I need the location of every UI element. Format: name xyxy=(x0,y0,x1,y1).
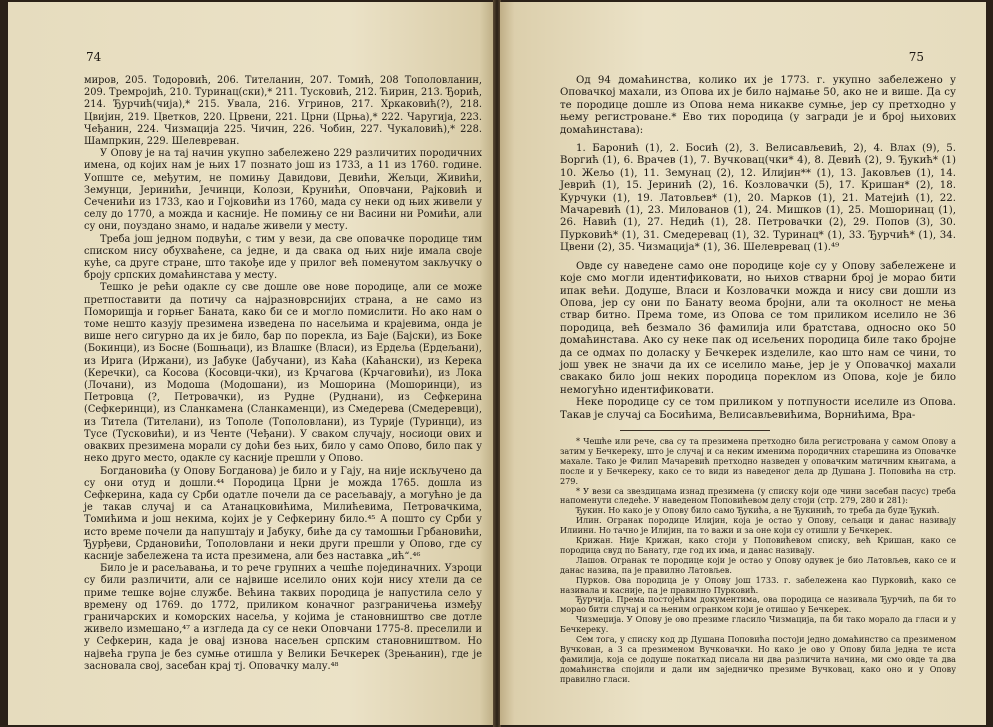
paragraph: Од 94 домаћинства, колико их је 1773. г. укупно забележено у Оповачкој махали, из Опова их је било најмање 50, ако не и више. Да су те породице дошле из Опова нема никакве сумње, јер су претходно у њему регистроване.* Ево тих породица (у загради је и број њихових домаћинстава): xyxy=(560,75,956,136)
family-list: 1. Баронић (1), 2. Босић (2), 3. Велисављевић, 2), 4. Влах (9), 5. Воргић (1), 6. Врачев (1), 7. Вучковац(чки* 4), 8. Девић (2), 9. Ђукић* (1) 10. Жељо (1), 11. Земунац (2), 12. Илијин** (1), 13. Јаковљев (1), 14. Јеврић (1), 15. Јеринић (2), 16. Козловачки (5), 17. Кришан* (2), 18. Курчуки (1), 19. Латовљев* (1), 20. Марков (1), 21. Матејић (1), 22. Мачаревић (1), 23. Милованов (1), 24. Мишков (1), 25. Мошоринац (1), 26. Навић (1), 27. Недић (1), 28. Петровачки (2), 29. Попов (3), 30. Пурковић* (1), 31. Смедеревац (1), 32. Туринац* (1), 33. Ђурчић* (1), 34. Цвени (2), 35. Чизмација* (1), 36. Шелевревац (1).⁴⁹ xyxy=(560,143,956,254)
paragraph: миров, 205. Тодоровић, 206. Тителанин, 207. Томић, 208 Тополовланин, 209. Тремројић, 210. Туринац(ски),* 211. Тусковић, 212. Ћирин, 213. Ђорић, 214. Ђурчић(чија),* 215. Увала, 216. Угринов, 217. Хркаковић(?), 218. Цвијин, 219. Цветков, 220. Црвени, 221. Црни (Црња),* 222. Чаругија, 223. Чеђанин, 224. Чизмација 225. Чичин, 226. Чобин, 227. Чукаловић),* 228. Шампркин, 229. Шелевреван. xyxy=(84,75,482,148)
footnotes xyxy=(560,437,956,685)
footnote: Илин. Огранак породице Илијин, која је остао у Опову, сељаци и данас називају Илиини. Но тачно је Илијин, па то важи и за оне који су отишли у Бечкерек. xyxy=(560,515,956,536)
paragraph: У Опову је на тај начин укупно забележено 229 различитих породичних имена, од којих нам је њих 17 познато још из 1733, а 11 из 1760. године. Уопште се, међутим, не помињу Давидови, Девићи, Жељци, Живићи, Земунци, Јеринићи, Јечинци, Колози, Крунићи, Оповчани, Рајковић и Сеченићи из 1733, као и Гојковићи из 1760, мада су неки од њих живели у селу до 1770, а можда и касније. Не помињу се ни Васини ни Ромићи, али су они, поуздано знамо, и надаље живели у месту. xyxy=(84,148,482,233)
footnote: Крижан. Није Крижан, како стоји у Поповићевом списку, већ Кришан, како се породица свуд по Банату, где год их има, и данас називају. xyxy=(560,535,956,555)
paragraph: Неке породице су се том приликом у потпуности иселиле из Опова. Такав је случај са Босићима, Велисављевићима, Ворнићима, Вра- xyxy=(560,397,956,421)
footnote: Лашов. Огранак те породице који је остао у Опову одувек је био Латовљев, како се и данас назива, па је правилно Латовљев. xyxy=(560,554,956,575)
footnote: Пурков. Ова породица је у Опову још 1733. г. забележена као Пурковић, како се називала и касније, па је правилно Пурковић. xyxy=(560,574,956,595)
left-page-body xyxy=(84,75,482,673)
footnote-divider xyxy=(620,430,770,431)
right-page xyxy=(500,2,986,725)
paragraph: Треба још једном подвући, с тим у вези, да све оповачке породице тим списком нису обухваћене, са једне, и да свака од њих није имала своје куће, са друге стране, што такође иде у прилог већ поменутом закључку о броју српских домаћинстава у месту. xyxy=(84,233,482,282)
right-page-body xyxy=(560,75,956,685)
footnote: Ђукин. Но како је у Опову било само Ђукића, а не Ђукинић, то треба да буде Ђукић. xyxy=(576,505,940,516)
page-number: 74 xyxy=(86,50,102,64)
footnote: * Чешће или рече, сва су та презимена претходно била регистрована у самом Опову а затим у Бечкереку, што је случај и са неким именима породичних старешина из Оповачке махале. Тако је Филип Мачаревић претходно назведен у оповачким матичним књигама, а после и у Бечкереку, како се то види из наведеног дела др Душана Ј. Поповића на стр. 279. xyxy=(560,435,956,486)
footnote: Ђурчија. Према постојећим документима, ова породица се називала Ђурчић, па би то морао бити случај и са њеним огранком који је отишао у Бечкерек. xyxy=(560,594,956,615)
page-number: 75 xyxy=(908,50,924,64)
paragraph: Богдановића (у Опову Богданова) је било и у Гају, на није искључено да су они отуд и дошли.⁴⁴ Породица Црни је можда 1765. дошла из Сефкерина, када су Срби одатле почели да се расељавају, а могућно је да је такав случај и са Атанацковићима, Милићевима, Петровачкима, Томићима и још некима, којих је у Сефкерину било.⁴⁵ А пошто су Срби у исто време почели да напуштају и Јабуку, биће да су тамошњи Грбановићи, Ђурђеви, Срдановићи, Тополовлани и неки други прешли у Опово, где су касније забележена та иста презимена, али без наставка „ић“.⁴⁶ xyxy=(84,465,482,562)
paragraph: Овде су наведене само оне породице које су у Опову забележене и које смо могли идентификовати, но њихов стварни број је морао бити ипак већи. Додуше, Власи и Козловачки можда и нису сви дошли из Опова, јер су они по Банату веома бројни, али та околност не мења ствар битно. Према томе, из Опова се том приликом иселило не 36 породица, већ безмало 36 фамилија или братстава, односно око 50 домаћинстава. Ако су неке пак од исељених породица биле тако бројне да се одмах по доласку у Бечкерек изделиле, као што нам се чини, то још увек не значи да их се иселило мање, јер је у Оповачкој махали свакако било још неких породица пореклом из Опова, које је било немогућно идентификовати. xyxy=(560,260,956,396)
footnote: Сем тога, у списку код др Душана Поповића постоји једно домаћинство са презименом Вучкован, а 3 са презименом Вучковачки. Но како је ово у Опову била једна те иста фамилија, која се додуше покаткад писала ни два различита начина, ми смо овде та два домаћинства спојили и дали им заједничко презиме Вучковац, како оно и у Опову правилно гласи. xyxy=(560,634,956,684)
paragraph: Тешко је рећи одакле су све дошле ове нове породице, али се може претпоставити да потичу са најразноврснијих страна, а не само из Поморишја и горњег Баната, како би се и могло помислити. Но ако нам о томе нешто казују презимена изведена по насељима и крајевима, онда је више него сигурно да их је било, бар по порекла, из Баје (Бајски), из Боке (Бокинци), из Босне (Бошњаци), из Влашке (Власи), из Ердеља (Ердељани), из Ирига (Иржани), из Јабуке (Јабучани), из Каћа (Каћански), из Керека (Керечки), са Косова (Косовци-чки), из Крчагова (Крчаговићи), из Лока (Лочани), из Модоша (Модошани), из Мошорина (Мошоринци), из Петровца (?, Петровачки), из Рудне (Руднани), из Сефкерина (Сефкеринци), из Сланкамена (Сланкаменци), из Смедерева (Смедеревци), из Титела (Тителани), из Тополе (Тополовлани), из Турије (Туринци), из Тусе (Тусковићи), и из Ченте (Чеђани). У сваком случају, носиоци ових и оваквих презимена морали су доћи без њих, било у само Опово, било пак у неко друго место, одакле су касније прешли у Опово. xyxy=(84,282,482,465)
footnote: * У вези са звездицама изнад презимена (у списку који оде чини засебан пасус) треба напоменути следеће. У наведеном Поповићевом делу стоји (стр. 279, 280 и 281): xyxy=(560,485,956,506)
footnote: Чизмеџија. У Опову је ово презиме гласило Чизмација, па би тако морало да гласи и у Бечкереку. xyxy=(560,614,956,635)
left-page xyxy=(8,2,494,725)
paragraph: Било је и расељавања, и то рече групних а чешће појединачних. Узроци су били различити, али се највише иселило оних који нису хтели да се приме тешке војне службе. Већина таквих породица је напустила село у времену од 1769. до 1772, приликом коначног разграничења између граничарских и коморских насеља, у којима је становништво све дотле живело измешано,⁴⁷ а изгледа да су се неки Оповчани 1775-8. преселили и у Сефкерин, када је овај изнова насељен српским становништвом. Но највећа група је без сумње отишла у Велики Бечкерек (Зрењанин), где је засновала свој, засебан крај тј. Оповачку малу.⁴⁸ xyxy=(84,563,482,672)
